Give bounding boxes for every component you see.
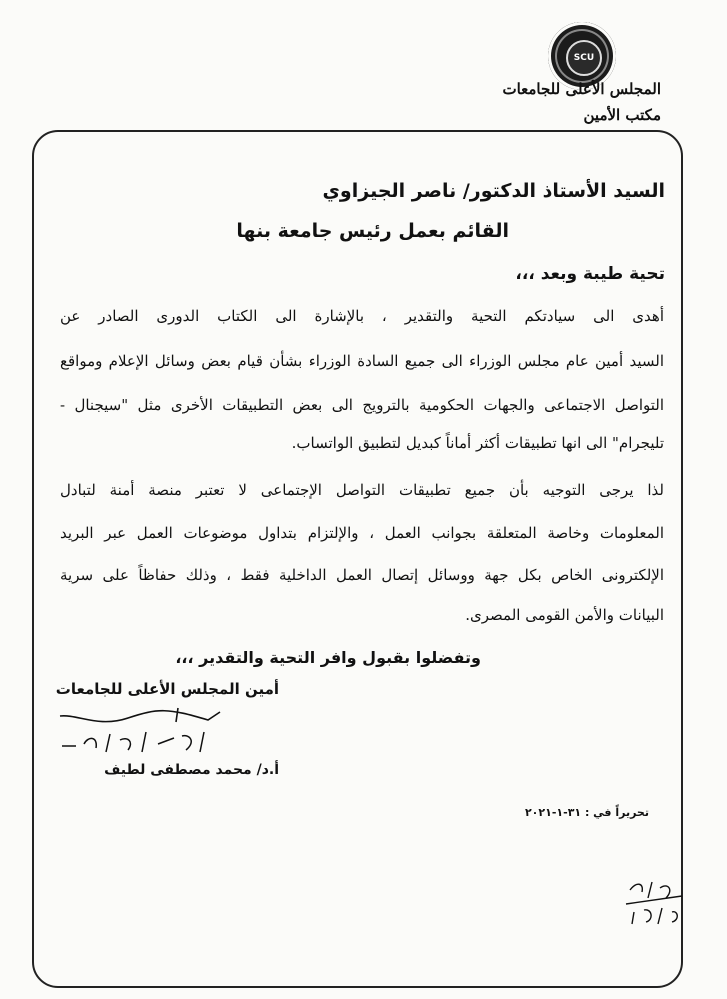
paragraph-2-line-2: المعلومات وخاصة المتعلقة بجوانب العمل ، والإلتزام بتداول موضوعات العمل عبر البريد bbox=[60, 524, 664, 542]
recipient-role: القائم بعمل رئيس جامعة بنها bbox=[236, 220, 509, 242]
paragraph-2-line-3: الإلكترونى الخاص بكل جهة ووسائل إتصال العمل الداخلية فقط ، وذلك حفاظاً على سرية bbox=[60, 566, 664, 584]
office-name: مكتب الأمين bbox=[583, 106, 661, 124]
signatory-name: أ.د/ محمد مصطفى لطيف bbox=[104, 762, 279, 778]
issue-date: تحريراً في : ٣١-١-٢٠٢١ bbox=[524, 806, 649, 819]
recipient-name: السيد الأستاذ الدكتور/ ناصر الجيزاوي bbox=[322, 180, 665, 202]
paragraph-2-line-4: البيانات والأمن القومى المصرى. bbox=[465, 606, 664, 624]
seal-monogram: SCU bbox=[566, 40, 602, 76]
handwritten-file-number bbox=[622, 876, 690, 928]
letter-frame bbox=[32, 130, 683, 988]
paragraph-1-line-1: أهدى الى سيادتكم التحية والتقدير ، بالإشارة الى الكتاب الدورى الصادر عن bbox=[60, 307, 664, 325]
greeting: تحية طيبة وبعد ،،، bbox=[515, 264, 665, 284]
paragraph-1-line-3: التواصل الاجتماعى والجهات الحكومية بالترويج الى بعض التطبيقات الأخرى مثل "سيجنال - bbox=[60, 396, 664, 414]
paragraph-1-line-4: تليجرام" الى انها تطبيقات أكثر أماناً كبديل لتطبيق الواتساب. bbox=[291, 434, 664, 452]
handwritten-signature bbox=[58, 706, 238, 758]
paragraph-2-line-1: لذا يرجى التوجيه بأن جميع تطبيقات التواصل الإجتماعى لا تعتبر منصة أمنة لتبادل bbox=[60, 481, 664, 499]
paragraph-1-line-2: السيد أمين عام مجلس الوزراء الى جميع السادة الوزراء بشأن قيام بعض وسائل الإعلام ومواقع bbox=[60, 352, 664, 370]
signatory-title: أمين المجلس الأعلى للجامعات bbox=[55, 680, 279, 698]
closing-line: وتفضلوا بقبول وافر التحية والتقدير ،،، bbox=[175, 648, 481, 667]
council-name: المجلس الأعلى للجامعات bbox=[502, 80, 661, 98]
